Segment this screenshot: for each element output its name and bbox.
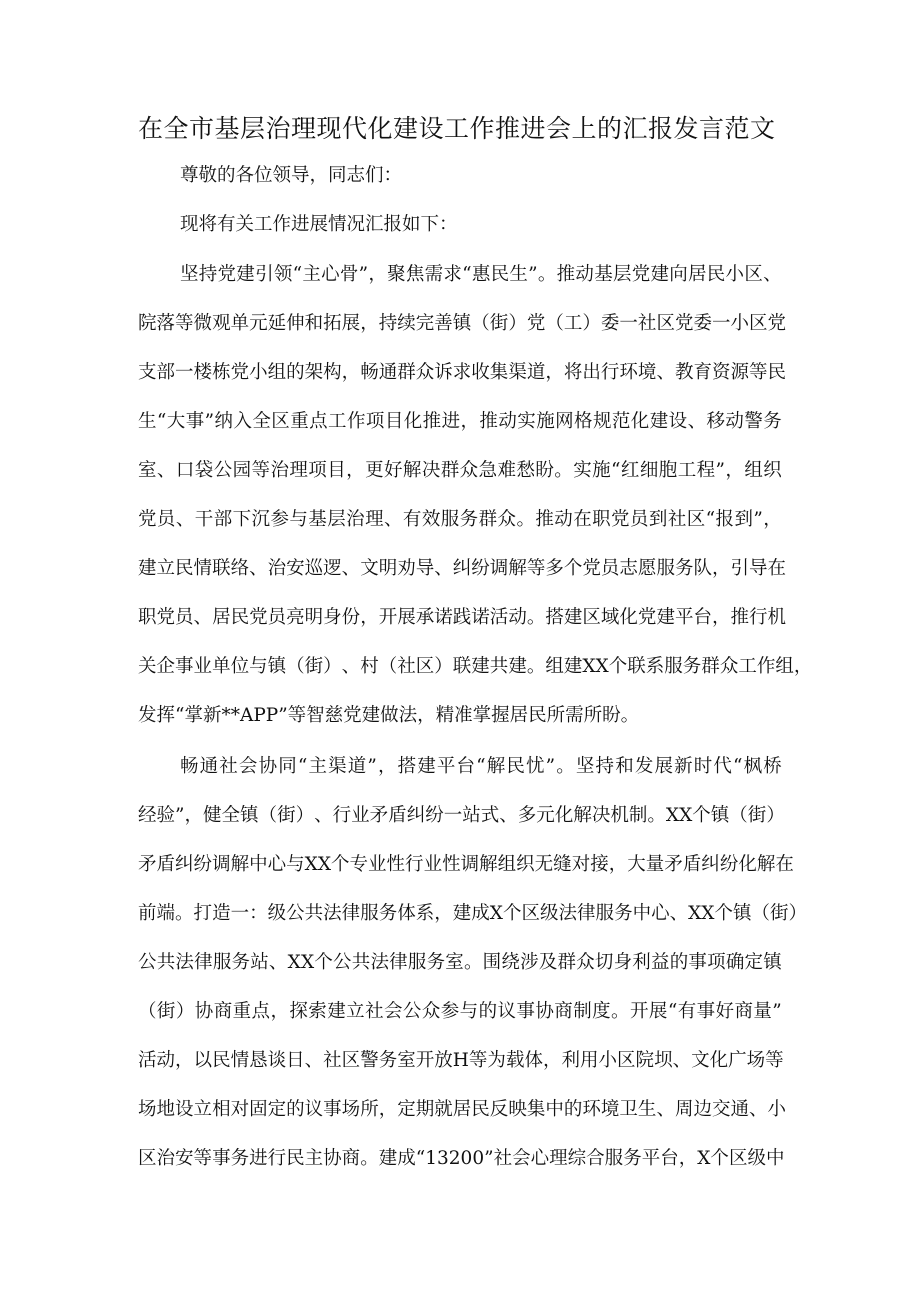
text-line: 活 动 ， 以 民 情 恳 谈 日 、 社 区 警 务 室 开 放 H 等 为 载 体 ， 利 用 小 区 院 坝 、 文 化 广 场 等 xyxy=(138,1050,784,1071)
text-line: 党 员 、 干 部 下 沉 参 与 基 层 治 理 、 有 效 服 务 群 众 。 推 动 在 职 党 员 到 社 区 “ 报 到 ” ， xyxy=(138,509,782,530)
text-line: 发挥“掌新**APP”等智慈党建做法，精准掌握居民所需所盼。 xyxy=(138,705,640,726)
text-line: 场 地 设 立 相 对 固 定 的 议 事 场 所 ， 定 期 就 居 民 反 映 集 中 的 环 境 卫 生 、 周 边 交 通 、 小 xyxy=(138,1099,787,1120)
text-line: 关 企 事 业 单 位 与 镇 （ 街 ） 、 村 （ 社 区 ） 联 建 共 建 。 组 建 X X 个 联 系 服 务 群 众 工 作 组 ， xyxy=(138,656,813,677)
text-line: 院 落 等 微 观 单 元 延 伸 和 拓 展 ， 持 续 完 善 镇 （ 街 ） 党 （ 工 ） 委 一 社 区 党 委 一 小 区 党 xyxy=(138,313,787,334)
text-line: 室 、 口 袋 公 园 等 治 理 项 目 ， 更 好 解 决 群 众 急 难 愁 盼 。 实 施 “ 红 细 胞 工 程 ” ， 组 织 xyxy=(138,460,782,481)
text-line: 畅 通 社 会 协 同 “ 主 渠 道 ” ， 搭 建 平 台 “ 解 民 忧 ” 。 坚 持 和 发 展 新 时 代 “ 枫 桥 xyxy=(180,756,782,777)
document-title: 在全市基层治理现代化建设工作推进会上的汇报发言范文 xyxy=(138,114,776,143)
text-line: 建 立 民 情 联 络 、 治 安 巡 逻 、 文 明 劝 导 、 纠 纷 调 解 等 多 个 党 员 志 愿 服 务 队 ， 引 导 在 xyxy=(138,558,787,579)
text-line: 区 治 安 等 事 务 进 行 民 主 协 商 。 建 成 “ 1 3 2 0 0 ” 社 会 心 理 综 合 服 务 平 台 ， X 个 区 级 中 xyxy=(138,1148,785,1169)
text-line: 支 部 一 楼 栋 党 小 组 的 架 构 ， 畅 通 群 众 诉 求 收 集 渠 道 ， 将 出 行 环 境 、 教 育 资 源 等 民 xyxy=(138,362,787,383)
text-line: （ 街 ） 协 商 重 点 ， 探 索 建 立 社 会 公 众 参 与 的 议 事 协 商 制 度 。 开 展 “ 有 事 好 商 量 ” xyxy=(138,1001,782,1022)
salutation: 尊敬的各位领导，同志们： xyxy=(180,165,403,186)
intro-line: 现将有关工作进展情况汇报如下： xyxy=(180,214,458,235)
text-line: 生 “ 大 事 ” 纳 入 全 区 重 点 工 作 项 目 化 推 进 ， 推 动 实 施 网 格 规 范 化 建 设 、 移 动 警 务 xyxy=(138,411,782,432)
text-line: 公 共 法 律 服 务 站 、 X X 个 公 共 法 律 服 务 室 。 围 绕 涉 及 群 众 切 身 利 益 的 事 项 确 定 镇 xyxy=(138,952,782,973)
text-line: 前 端 。 打 造 一 ： 级 公 共 法 律 服 务 体 系 ， 建 成 X 个 区 级 法 律 服 务 中 心 、 X X 个 镇 （ 街 ） xyxy=(138,903,808,924)
text-line: 矛 盾 纠 纷 调 解 中 心 与 X X 个 专 业 性 行 业 性 调 解 组 织 无 缝 对 接 ， 大 量 矛 盾 纠 纷 化 解 在 xyxy=(138,854,794,875)
text-line: 坚 持 党 建 引 领 “ 主 心 骨 ” ， 聚 焦 需 求 “ 惠 民 生 ” 。 推 动 基 层 党 建 向 居 民 小 区 、 xyxy=(180,264,782,285)
text-line: 经 验 ” ， 健 全 镇 （ 街 ） 、 行 业 矛 盾 纠 纷 一 站 式 、 多 元 化 解 决 机 制 。 X X 个 镇 （ 街 ） xyxy=(138,805,785,826)
text-line: 职 党 员 、 居 民 党 员 亮 明 身 份 ， 开 展 承 诺 践 诺 活 动 。 搭 建 区 域 化 党 建 平 台 ， 推 行 机 xyxy=(138,607,787,628)
